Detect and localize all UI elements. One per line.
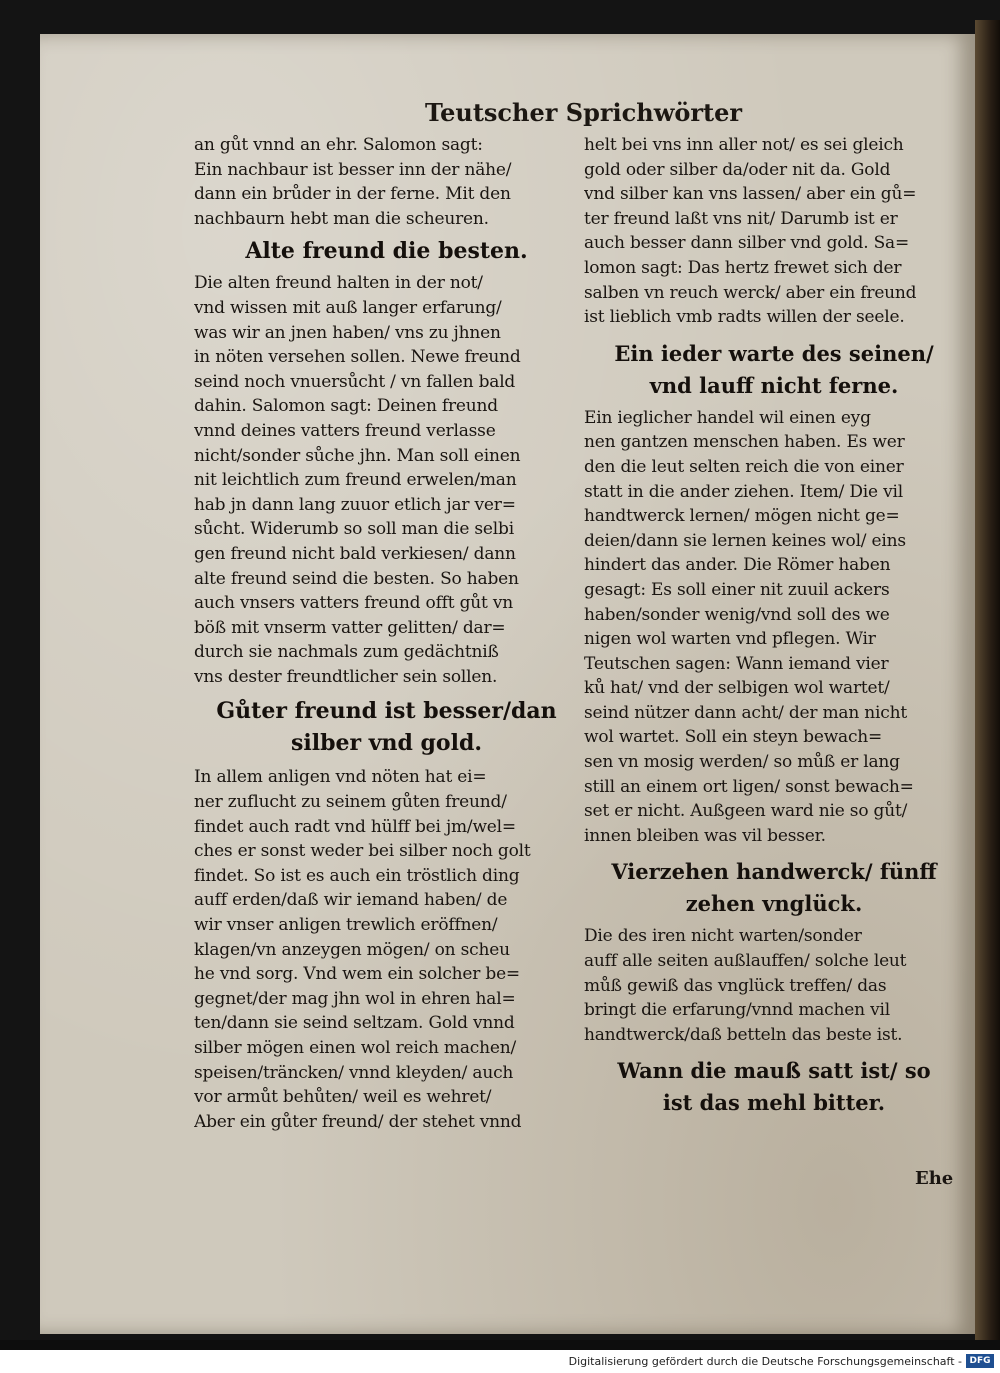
- text-line: Teutschen sagen: Wann iemand vier: [584, 653, 889, 674]
- heading-vierzehen-line2: zehen vnglück.: [685, 891, 863, 917]
- text-line: speisen/träncken/ vnnd kleyden/ auch: [194, 1062, 514, 1083]
- text-line: vnnd deines vatters freund verlasse: [194, 420, 496, 441]
- footer-credit-text: Digitalisierung gefördert durch die Deutsche Forschungsgemeinschaft -: [568, 1355, 962, 1368]
- text-line: sůcht. Widerumb so soll man die selbi: [194, 519, 514, 540]
- text-line: dann ein brůder in der ferne. Mit den: [194, 184, 511, 205]
- text-line: still an einem ort ligen/ sonst bewach=: [584, 776, 914, 797]
- text-line: auff erden/daß wir iemand haben/ de: [194, 890, 508, 911]
- text-line: findet. So ist es auch ein tröstlich ding: [194, 865, 520, 886]
- text-line: Aber ein gůter freund/ der stehet vnnd: [194, 1111, 522, 1132]
- text-line: hab jn dann lang zuuor etlich jar ver=: [194, 494, 516, 515]
- text-line: nit leichtlich zum freund erwelen/man: [194, 470, 517, 491]
- text-line: auch besser dann silber vnd gold. Sa=: [584, 233, 910, 254]
- right-column: [584, 133, 964, 1119]
- text-line: alte freund seind die besten. So haben: [194, 568, 519, 589]
- text-line: helt bei vns inn aller not/ es sei gleich: [584, 135, 904, 155]
- text-line: nigen wol warten vnd pflegen. Wir: [584, 629, 876, 650]
- heading-guter-freund-line2: silber vnd gold.: [290, 730, 482, 757]
- section-vierzehen: [584, 924, 964, 1047]
- heading-vierzehen-line1: Vierzehen handwerck/ fünff: [611, 859, 937, 885]
- text-line: Ein ieglicher handel wil einen eyg: [584, 407, 871, 428]
- text-line: vor armůt behůten/ weil es wehret/: [194, 1087, 492, 1108]
- book-spine: [975, 20, 1000, 1340]
- text-line: den die leut selten reich die von einer: [584, 456, 904, 477]
- text-line: Die alten freund halten in der not/: [194, 273, 483, 294]
- text-line: nachbaurn hebt man die scheuren.: [194, 208, 489, 229]
- text-line: můß gewiß das vnglück treffen/ das: [584, 975, 887, 996]
- text-line: böß mit vnserm vatter gelitten/ dar=: [194, 617, 506, 638]
- text-line: nicht/sonder sůche jhn. Man soll einen: [194, 445, 521, 466]
- text-line: handtwerck lernen/ mögen nicht ge=: [584, 506, 900, 527]
- text-line: vnd wissen mit auß langer erfarung/: [194, 297, 502, 318]
- text-line: gesagt: Es soll einer nit zuuil ackers: [584, 579, 890, 600]
- text-line: ter freund laßt vns nit/ Darumb ist er: [584, 208, 898, 229]
- text-line: nen gantzen menschen haben. Es wer: [584, 432, 905, 453]
- text-line: sen vn mosig werden/ so můß er lang: [584, 752, 900, 773]
- section-ein-ieder: [584, 406, 964, 849]
- text-line: lomon sagt: Das hertz frewet sich der: [584, 257, 902, 278]
- text-line: gen freund nicht bald verkiesen/ dann: [194, 543, 516, 564]
- text-line: deien/dann sie lernen keines wol/ eins: [584, 530, 906, 551]
- text-line: an gůt vnnd an ehr. Salomon sagt:: [194, 135, 483, 155]
- text-line: ner zuflucht zu seinem gůten freund/: [194, 792, 507, 813]
- text-line: vnd silber kan vns lassen/ aber ein gů=: [584, 184, 917, 205]
- text-line: gegnet/der mag jhn wol in ehren hal=: [194, 988, 516, 1009]
- text-line: set er nicht. Außgeen ward nie so gůt/: [584, 801, 908, 822]
- text-line: haben/sonder wenig/vnd soll des we: [584, 604, 890, 625]
- heading-ein-ieder-line2: vnd lauff nicht ferne.: [649, 372, 899, 398]
- text-line: handtwerck/daß betteln das beste ist.: [584, 1024, 903, 1045]
- text-line: durch sie nachmals zum gedächtniß: [194, 642, 499, 663]
- heading-wann-die-mauss-line1: Wann die mauß satt ist/ so: [617, 1058, 931, 1084]
- text-line: ist lieblich vmb radts willen der seele.: [584, 307, 905, 328]
- text-line: auff alle seiten außlauffen/ solche leut: [584, 951, 907, 972]
- text-line: ches er sonst weder bei silber noch golt: [194, 841, 531, 862]
- footer-bar: [0, 1350, 1000, 1373]
- left-intro-block: [194, 133, 579, 231]
- text-line: seind nützer dann acht/ der man nicht: [584, 702, 907, 723]
- dfg-logo: DFG: [966, 1354, 994, 1368]
- text-line: ten/dann sie seind seltzam. Gold vnnd: [194, 1013, 515, 1034]
- text-line: wir vnser anligen trewlich eröffnen/: [194, 915, 498, 936]
- text-line: In allem anligen vnd nöten hat ei=: [194, 767, 487, 788]
- heading-alte-freund: Alte freund die besten.: [245, 238, 528, 265]
- text-line: gold oder silber da/oder nit da. Gold: [584, 159, 891, 180]
- text-line: klagen/vn anzeygen mögen/ on scheu: [194, 939, 510, 960]
- text-line: salben vn reuch werck/ aber ein freund: [584, 282, 917, 303]
- heading-ein-ieder-line1: Ein ieder warte des seinen/: [614, 340, 934, 366]
- text-line: auch vnsers vatters freund offt gůt vn: [194, 593, 514, 614]
- section-guter-freund: [194, 765, 579, 1134]
- text-line: vns dester freundtlicher sein sollen.: [194, 666, 498, 687]
- text-line: ků hat/ vnd der selbigen wol wartet/: [584, 678, 890, 699]
- text-line: silber mögen einen wol reich machen/: [194, 1038, 516, 1058]
- text-line: Die des iren nicht warten/sonder: [584, 926, 862, 947]
- left-column: [194, 133, 579, 1134]
- text-line: in nöten versehen sollen. Newe freund: [194, 347, 521, 368]
- running-head: Teutscher Sprichwörter: [425, 98, 743, 127]
- right-intro-block: [584, 133, 964, 330]
- text-line: dahin. Salomon sagt: Deinen freund: [194, 396, 498, 417]
- text-line: innen bleiben was vil besser.: [584, 825, 826, 846]
- text-line: he vnd sorg. Vnd wem ein solcher be=: [194, 964, 520, 985]
- heading-wann-die-mauss-line2: ist das mehl bitter.: [662, 1090, 886, 1116]
- text-line: statt in die ander ziehen. Item/ Die vil: [584, 481, 903, 502]
- text-line: bringt die erfarung/vnnd machen vil: [584, 1000, 890, 1021]
- text-line: was wir an jnen haben/ vns zu jhnen: [194, 322, 501, 343]
- text-line: hindert das ander. Die Römer haben: [584, 555, 891, 576]
- text-line: findet auch radt vnd hülff bei jm/wel=: [194, 816, 516, 837]
- section-alte-freund: [194, 271, 579, 689]
- catchword: Ehe: [915, 1168, 954, 1189]
- text-line: seind noch vnuersůcht / vn fallen bald: [194, 371, 516, 392]
- text-line: wol wartet. Soll ein steyn bewach=: [584, 727, 883, 748]
- heading-guter-freund-line1: Gůter freund ist besser/dan: [216, 698, 557, 725]
- text-line: Ein nachbaur ist besser inn der nähe/: [194, 159, 512, 180]
